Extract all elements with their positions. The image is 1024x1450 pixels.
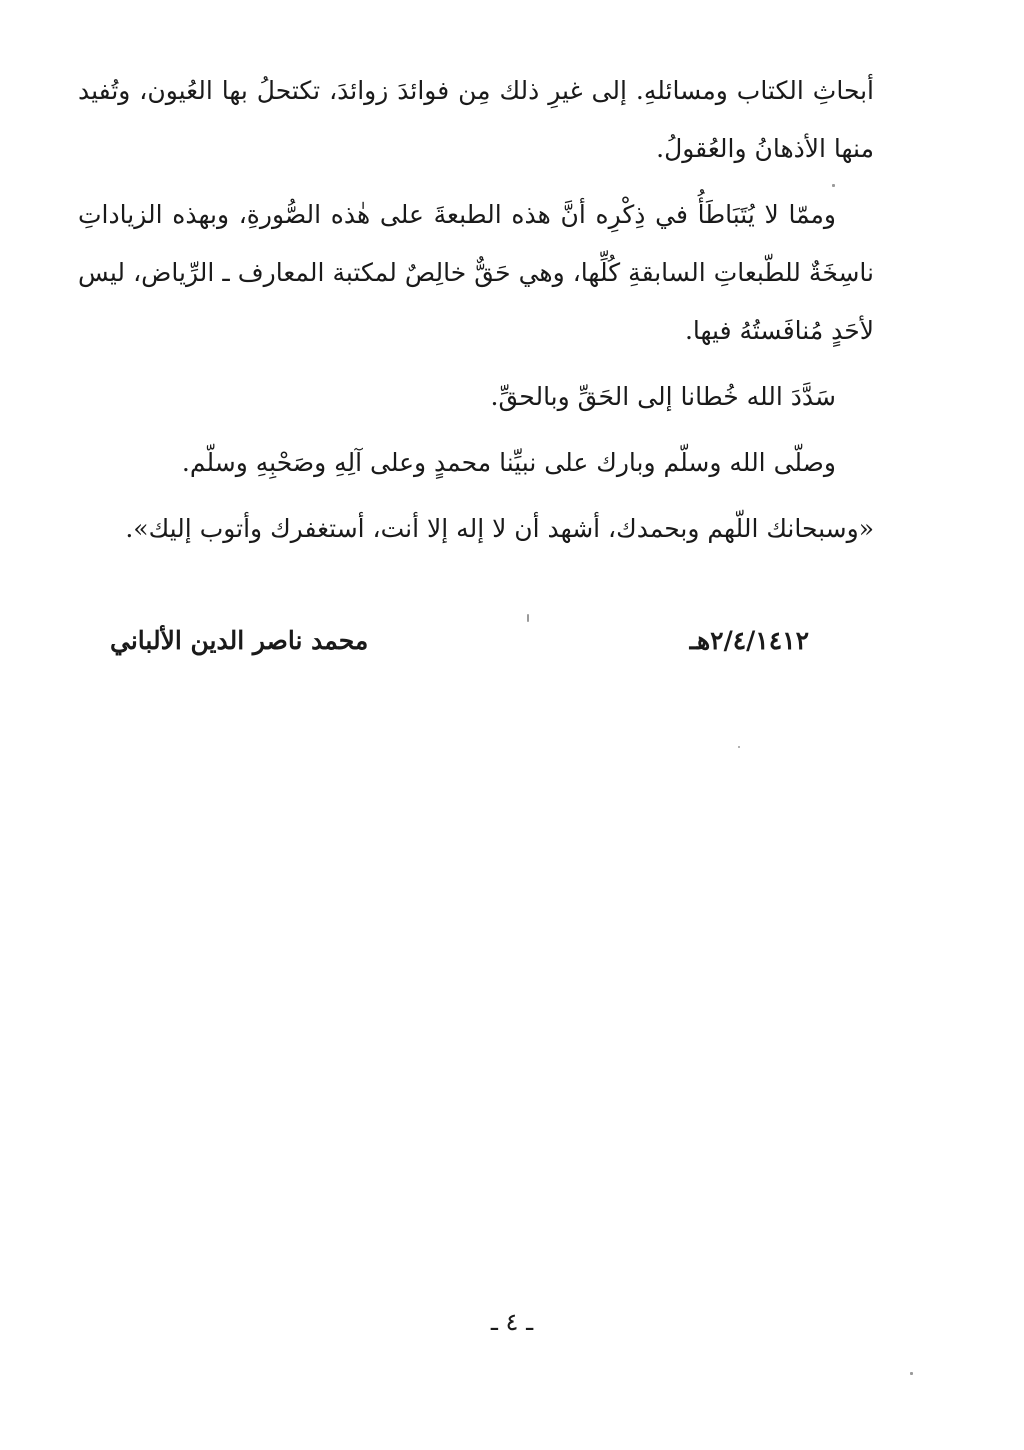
paragraph-prayer-guidance: سَدَّدَ الله خُطانا إلى الحَقِّ وبالحقِّ. (490, 382, 836, 411)
paragraph-intro: أبحاثِ الكتاب ومسائلهِ. إلى غيرِ ذلك مِن فوائدَ زوائدَ، تكتحلُ بها العُيون، وتُفيد منها الأذهانُ والعُقولُ. (78, 76, 874, 163)
page-number: ـ ٤ ـ (490, 1308, 534, 1336)
signature-row (110, 618, 809, 662)
scan-speck (832, 184, 835, 187)
body-text (78, 62, 874, 566)
paragraph-edition-rights: وممّا لا يُتَبَاطَأُ في ذِكْرِه أنَّ هذه الطبعةَ على هٰذه الصُّورةِ، وبهذه الزياداتِ ناسِخَةٌ للطّبعاتِ السابقةِ كُلِّها، وهي حَقٌّ خالِصٌ لمكتبة المعارف ـ الرِّياض، ليس لأحَدٍ مُنافَستُهُ فيها. (78, 200, 874, 345)
paragraph-closing-supplication: «وسبحانك اللّهم وبحمدك، أشهد أن لا إله إلا أنت، أستغفرك وأتوب إليك». (125, 514, 874, 543)
scan-speck (527, 614, 529, 622)
paragraph-salutation: وصلّى الله وسلّم وبارك على نبيِّنا محمدٍ وعلى آلِهِ وصَحْبِهِ وسلّم. (181, 448, 836, 477)
date: ٢/٤/١٤١٢هـ (689, 625, 809, 655)
author-signature: محمد ناصر الدين الألباني (110, 625, 369, 655)
scan-speck (910, 1372, 913, 1375)
scan-speck (738, 746, 740, 748)
